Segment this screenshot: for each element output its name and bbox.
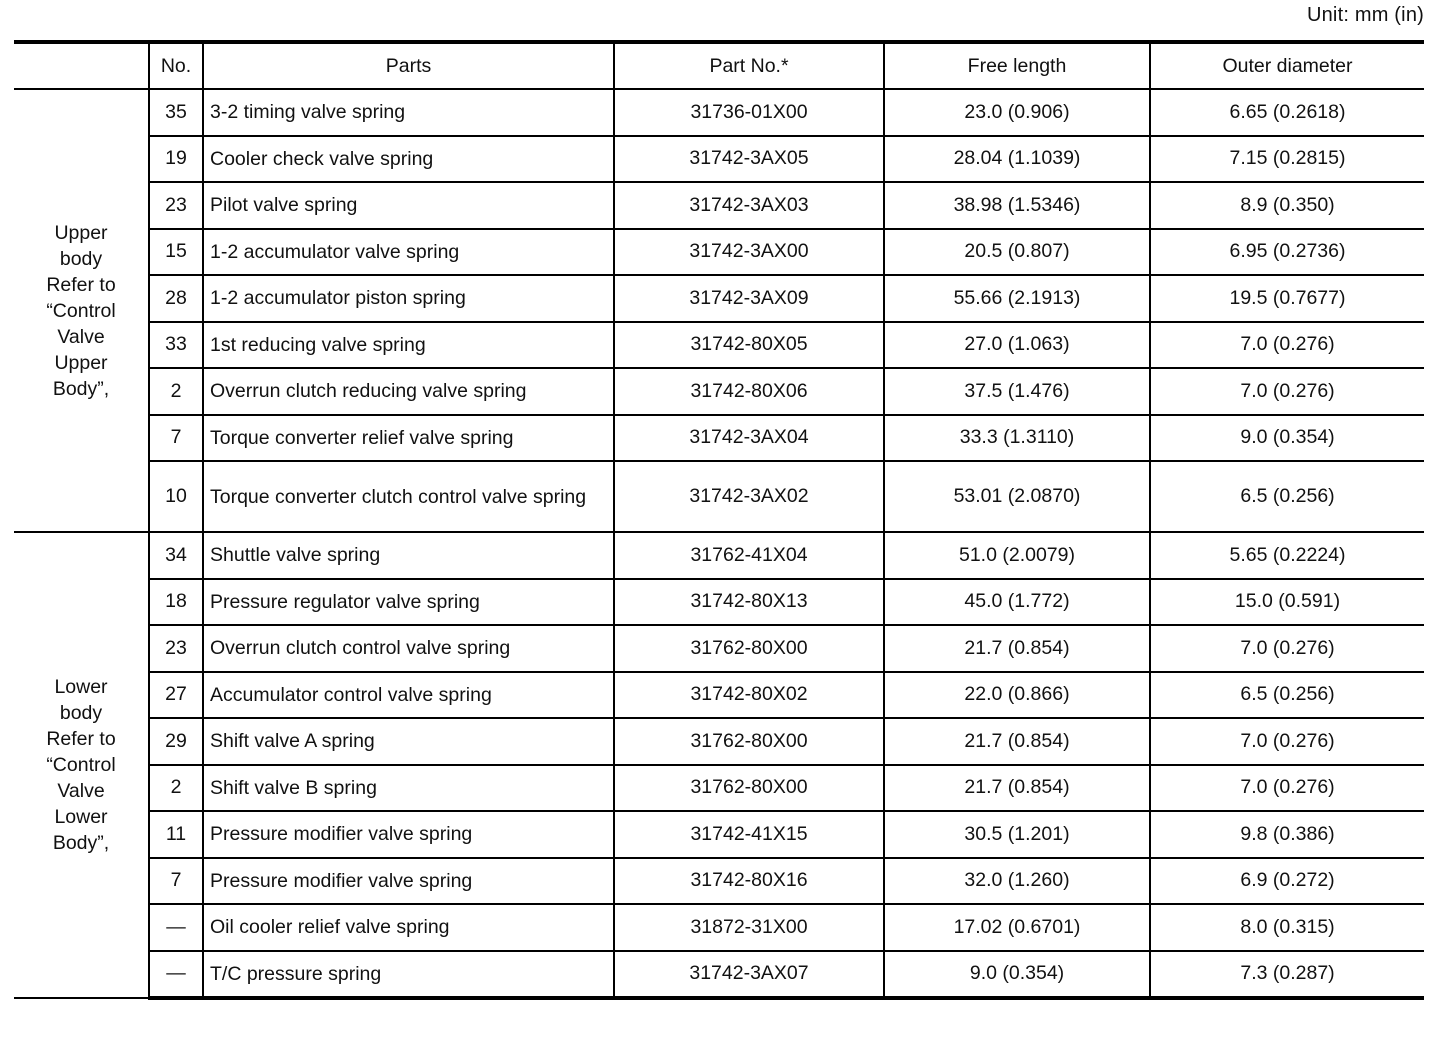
cell-free-length: 33.3 (1.3110)	[884, 415, 1150, 462]
cell-part-no: 31742-3AX02	[614, 461, 884, 532]
cell-no: 33	[149, 322, 203, 369]
cell-outer-diameter: 15.0 (0.591)	[1150, 579, 1424, 626]
cell-outer-diameter: 7.0 (0.276)	[1150, 322, 1424, 369]
cell-free-length: 23.0 (0.906)	[884, 89, 1150, 136]
cell-outer-diameter: 7.0 (0.276)	[1150, 718, 1424, 765]
table-row	[14, 904, 1424, 951]
cell-parts: Cooler check valve spring	[203, 136, 614, 183]
table-row	[14, 811, 1424, 858]
unit-label: Unit: mm (in)	[1306, 4, 1424, 26]
table-row	[14, 229, 1424, 276]
header-no: No.	[149, 42, 203, 89]
table-row	[14, 765, 1424, 812]
cell-part-no: 31742-80X16	[614, 858, 884, 905]
group-label	[14, 89, 149, 532]
table-row	[14, 322, 1424, 369]
cell-outer-diameter: 8.9 (0.350)	[1150, 182, 1424, 229]
table-row	[14, 672, 1424, 719]
cell-free-length: 53.01 (2.0870)	[884, 461, 1150, 532]
cell-part-no: 31762-41X04	[614, 532, 884, 579]
cell-free-length: 45.0 (1.772)	[884, 579, 1150, 626]
cell-no: —	[149, 904, 203, 951]
cell-free-length: 37.5 (1.476)	[884, 368, 1150, 415]
table-body	[14, 89, 1424, 998]
cell-no: 15	[149, 229, 203, 276]
cell-parts: Pressure regulator valve spring	[203, 579, 614, 626]
group-label	[14, 532, 149, 998]
cell-outer-diameter: 19.5 (0.7677)	[1150, 275, 1424, 322]
table-row	[14, 415, 1424, 462]
header-row	[14, 42, 1424, 89]
cell-free-length: 30.5 (1.201)	[884, 811, 1150, 858]
cell-free-length: 9.0 (0.354)	[884, 951, 1150, 999]
cell-outer-diameter: 7.15 (0.2815)	[1150, 136, 1424, 183]
header-outer-diameter: Outer diameter	[1150, 42, 1424, 89]
cell-free-length: 20.5 (0.807)	[884, 229, 1150, 276]
group-label-line: Body”,	[52, 832, 110, 854]
group-label-line: Valve	[57, 325, 105, 348]
cell-no: 19	[149, 136, 203, 183]
cell-part-no: 31742-80X13	[614, 579, 884, 626]
cell-no: 28	[149, 275, 203, 322]
cell-part-no: 31742-3AX09	[614, 275, 884, 322]
cell-outer-diameter: 6.95 (0.2736)	[1150, 229, 1424, 276]
table-row	[14, 532, 1424, 579]
table-row	[14, 368, 1424, 415]
cell-parts: Oil cooler relief valve spring	[203, 904, 614, 951]
group-label-line: body	[59, 702, 103, 724]
cell-outer-diameter: 5.65 (0.2224)	[1150, 532, 1424, 579]
cell-part-no: 31742-80X06	[614, 368, 884, 415]
cell-parts: Torque converter clutch control valve spring	[203, 461, 614, 532]
cell-no: 11	[149, 811, 203, 858]
header-free-length: Free length	[884, 42, 1150, 89]
cell-outer-diameter: 6.9 (0.272)	[1150, 858, 1424, 905]
cell-outer-diameter: 8.0 (0.315)	[1150, 904, 1424, 951]
cell-parts: Shift valve A spring	[203, 718, 614, 765]
cell-parts: Shuttle valve spring	[203, 532, 614, 579]
cell-free-length: 17.02 (0.6701)	[884, 904, 1150, 951]
cell-part-no: 31742-3AX03	[614, 182, 884, 229]
cell-parts: 1-2 accumulator piston spring	[203, 275, 614, 322]
table-row	[14, 951, 1424, 999]
cell-no: 2	[149, 765, 203, 812]
group-label-line: body	[59, 247, 103, 270]
cell-outer-diameter: 9.8 (0.386)	[1150, 811, 1424, 858]
header-blank	[14, 42, 149, 89]
cell-part-no: 31872-31X00	[614, 904, 884, 951]
header-parts: Parts	[203, 42, 614, 89]
table-header	[14, 42, 1424, 89]
cell-no: 23	[149, 182, 203, 229]
cell-parts: 1st reducing valve spring	[203, 322, 614, 369]
cell-part-no: 31736-01X00	[614, 89, 884, 136]
header-part-no: Part No.*	[614, 42, 884, 89]
cell-part-no: 31742-80X05	[614, 322, 884, 369]
cell-free-length: 51.0 (2.0079)	[884, 532, 1150, 579]
cell-free-length: 32.0 (1.260)	[884, 858, 1150, 905]
table-row	[14, 89, 1424, 136]
cell-outer-diameter: 7.0 (0.276)	[1150, 765, 1424, 812]
table-row	[14, 579, 1424, 626]
cell-outer-diameter: 6.65 (0.2618)	[1150, 89, 1424, 136]
cell-part-no: 31742-3AX04	[614, 415, 884, 462]
cell-free-length: 27.0 (1.063)	[884, 322, 1150, 369]
cell-parts: T/C pressure spring	[203, 951, 614, 999]
cell-outer-diameter: 6.5 (0.256)	[1150, 672, 1424, 719]
cell-outer-diameter: 7.0 (0.276)	[1150, 368, 1424, 415]
cell-no: 2	[149, 368, 203, 415]
cell-parts: Torque converter relief valve spring	[203, 415, 614, 462]
table-row	[14, 625, 1424, 672]
group-label-line: “Control	[46, 754, 116, 776]
cell-free-length: 28.04 (1.1039)	[884, 136, 1150, 183]
group-label-line: Upper	[54, 221, 108, 244]
group-label-line: Lower	[54, 806, 108, 828]
cell-no: —	[149, 951, 203, 999]
cell-part-no: 31742-41X15	[614, 811, 884, 858]
cell-no: 23	[149, 625, 203, 672]
spring-spec-table	[14, 40, 1424, 1000]
cell-free-length: 22.0 (0.866)	[884, 672, 1150, 719]
cell-part-no: 31762-80X00	[614, 765, 884, 812]
cell-outer-diameter: 7.0 (0.276)	[1150, 625, 1424, 672]
cell-part-no: 31762-80X00	[614, 718, 884, 765]
group-label-line: Refer to	[46, 728, 116, 750]
cell-parts: Pressure modifier valve spring	[203, 811, 614, 858]
group-label-line: “Control	[46, 299, 116, 322]
group-label-line: Lower	[54, 676, 108, 698]
cell-parts: Overrun clutch control valve spring	[203, 625, 614, 672]
group-label-line: Refer to	[46, 273, 116, 296]
cell-no: 7	[149, 858, 203, 905]
cell-part-no: 31762-80X00	[614, 625, 884, 672]
cell-part-no: 31742-80X02	[614, 672, 884, 719]
table-row	[14, 858, 1424, 905]
table-row	[14, 718, 1424, 765]
cell-no: 27	[149, 672, 203, 719]
cell-no: 35	[149, 89, 203, 136]
table-row	[14, 136, 1424, 183]
cell-outer-diameter: 7.3 (0.287)	[1150, 951, 1424, 999]
cell-free-length: 21.7 (0.854)	[884, 718, 1150, 765]
table-row	[14, 275, 1424, 322]
cell-part-no: 31742-3AX00	[614, 229, 884, 276]
group-label-line: Body”,	[52, 377, 110, 400]
cell-parts: Accumulator control valve spring	[203, 672, 614, 719]
cell-free-length: 38.98 (1.5346)	[884, 182, 1150, 229]
cell-free-length: 21.7 (0.854)	[884, 765, 1150, 812]
table-row	[14, 182, 1424, 229]
cell-part-no: 31742-3AX07	[614, 951, 884, 999]
cell-parts: Overrun clutch reducing valve spring	[203, 368, 614, 415]
cell-parts: Shift valve B spring	[203, 765, 614, 812]
cell-no: 10	[149, 461, 203, 532]
cell-parts: 3-2 timing valve spring	[203, 89, 614, 136]
cell-parts: Pressure modifier valve spring	[203, 858, 614, 905]
cell-no: 7	[149, 415, 203, 462]
cell-no: 18	[149, 579, 203, 626]
cell-part-no: 31742-3AX05	[614, 136, 884, 183]
cell-parts: Pilot valve spring	[203, 182, 614, 229]
cell-outer-diameter: 9.0 (0.354)	[1150, 415, 1424, 462]
cell-no: 34	[149, 532, 203, 579]
cell-free-length: 55.66 (2.1913)	[884, 275, 1150, 322]
table-row	[14, 461, 1424, 532]
cell-free-length: 21.7 (0.854)	[884, 625, 1150, 672]
cell-no: 29	[149, 718, 203, 765]
group-label-line: Upper	[54, 351, 108, 374]
cell-parts: 1-2 accumulator valve spring	[203, 229, 614, 276]
group-label-line: Valve	[57, 780, 105, 802]
cell-outer-diameter: 6.5 (0.256)	[1150, 461, 1424, 532]
